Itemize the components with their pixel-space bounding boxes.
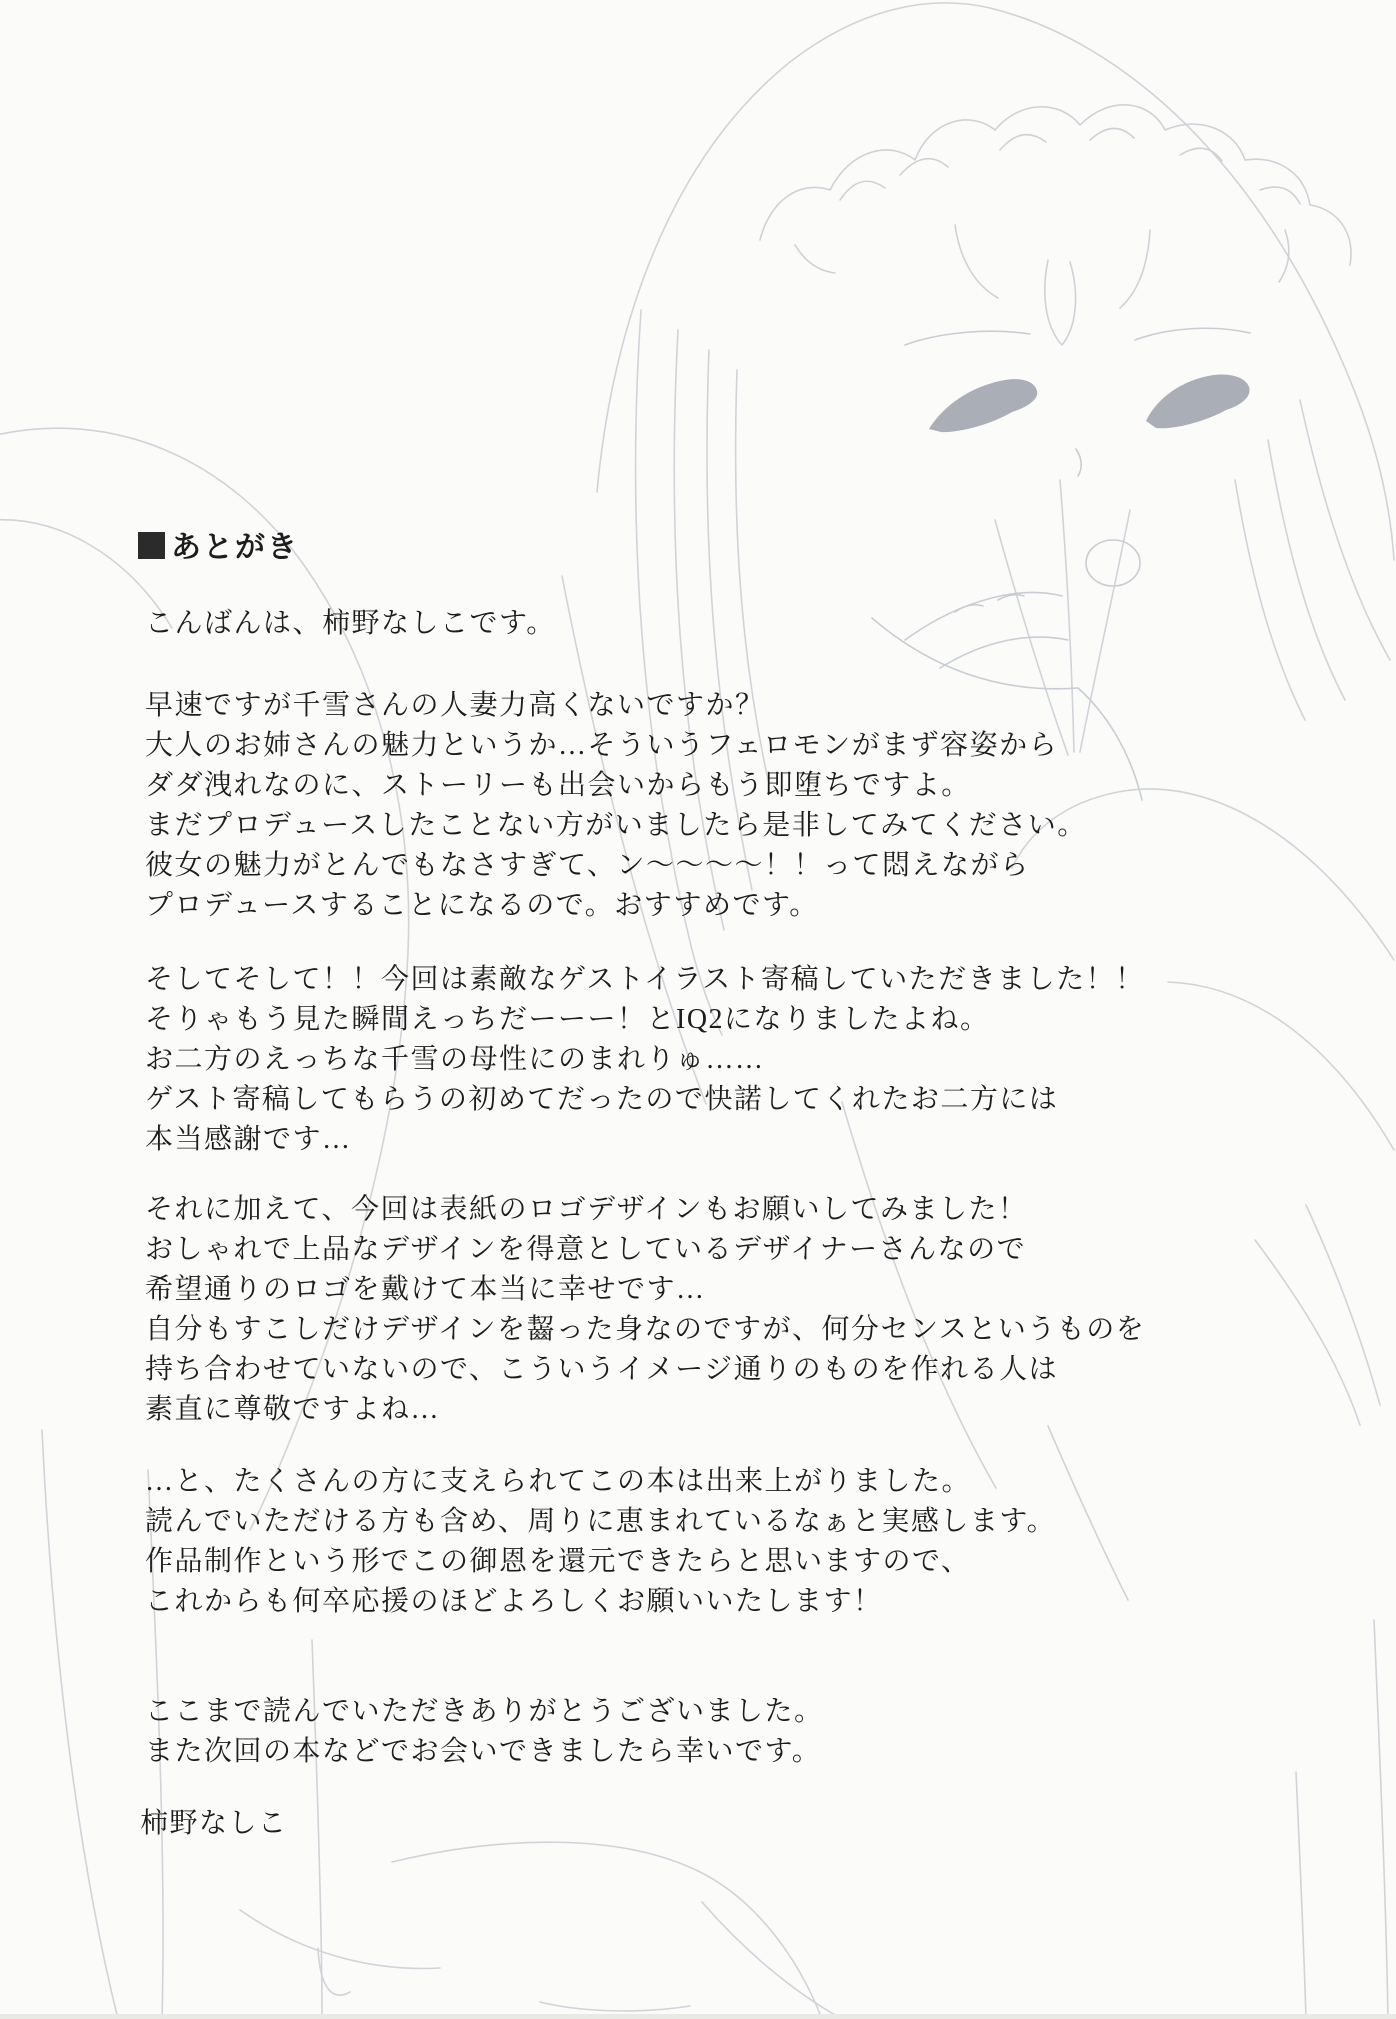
- text-line: そりゃもう見た瞬間えっちだーーー！とIQ2になりましたよね。: [145, 1004, 990, 1035]
- text-line: おしゃれで上品なデザインを得意としているデザイナーさんなので: [145, 1234, 1027, 1265]
- text-line: それに加えて、今回は表紙のロゴデザインもお願いしてみました！: [145, 1194, 1028, 1225]
- text-line: こんばんは、柿野なしこです。: [145, 608, 556, 639]
- text-line: 自分もすこしだけデザインを齧った身なのですが、何分センスというものを: [145, 1314, 1146, 1345]
- text-line: 柿野なしこ: [140, 1808, 288, 1839]
- text-line: 持ち合わせていないので、こういうイメージ通りのものを作れる人は: [145, 1354, 1059, 1385]
- paragraph-5: [145, 1692, 824, 1772]
- paragraph-2: [145, 960, 1145, 1160]
- text-line: これからも何卒応援のほどよろしくお願いいたします！: [145, 1586, 883, 1617]
- text-line: 作品制作という形でこの御恩を還元できたらと思いますので、: [145, 1546, 971, 1577]
- text-line: 読んでいただける方も含め、周りに恵まれているなぁと実感します。: [145, 1506, 1057, 1537]
- text-line: また次回の本などでお会いできましたら幸いです。: [145, 1736, 822, 1767]
- text-line: …と、たくさんの方に支えられてこの本は出来上がりました。: [145, 1466, 972, 1497]
- text-line: まだプロデュースしたことない方がいましたら是非してみてください。: [145, 810, 1087, 841]
- greeting-paragraph: [145, 604, 556, 644]
- text-line: ゲスト寄稿してもらうの初めてだったので快諾してくれたお二方には: [145, 1084, 1059, 1115]
- paragraph-1: [145, 686, 1087, 926]
- text-line: ダダ洩れなのに、ストーリーも出会いからもう即堕ちですよ。: [145, 770, 971, 801]
- paragraph-3: [145, 1190, 1145, 1430]
- signature: [140, 1804, 288, 1844]
- text-line: 素直に尊敬ですよね…: [145, 1394, 441, 1425]
- text-line: 早速ですが千雪さんの人妻力高くないですか？: [145, 690, 765, 721]
- heading-square-icon: [138, 532, 165, 559]
- text-line: プロデュースすることになるので。おすすめです。: [145, 890, 819, 921]
- text-line: 希望通りのロゴを戴けて本当に幸せです…: [145, 1274, 706, 1305]
- text-line: そしてそして！！今回は素敵なゲストイラスト寄稿していただきました！！: [145, 964, 1145, 995]
- text-line: ここまで読んでいただきありがとうございました。: [145, 1696, 824, 1727]
- text-line: 大人のお姉さんの魅力というか…そういうフェロモンがまず容姿から: [145, 730, 1059, 761]
- text-line: お二方のえっちな千雪の母性にのまれりゅ……: [145, 1044, 765, 1075]
- heading-label: あとがき: [171, 531, 299, 564]
- text-line: 本当感謝です…: [145, 1124, 352, 1155]
- afterword-heading: [138, 528, 299, 568]
- scan-bottom-edge: [0, 2014, 1396, 2019]
- paragraph-4: [145, 1462, 1056, 1622]
- text-line: 彼女の魅力がとんでもなさすぎて、ン〜〜〜〜！！って悶えながら: [145, 850, 1030, 881]
